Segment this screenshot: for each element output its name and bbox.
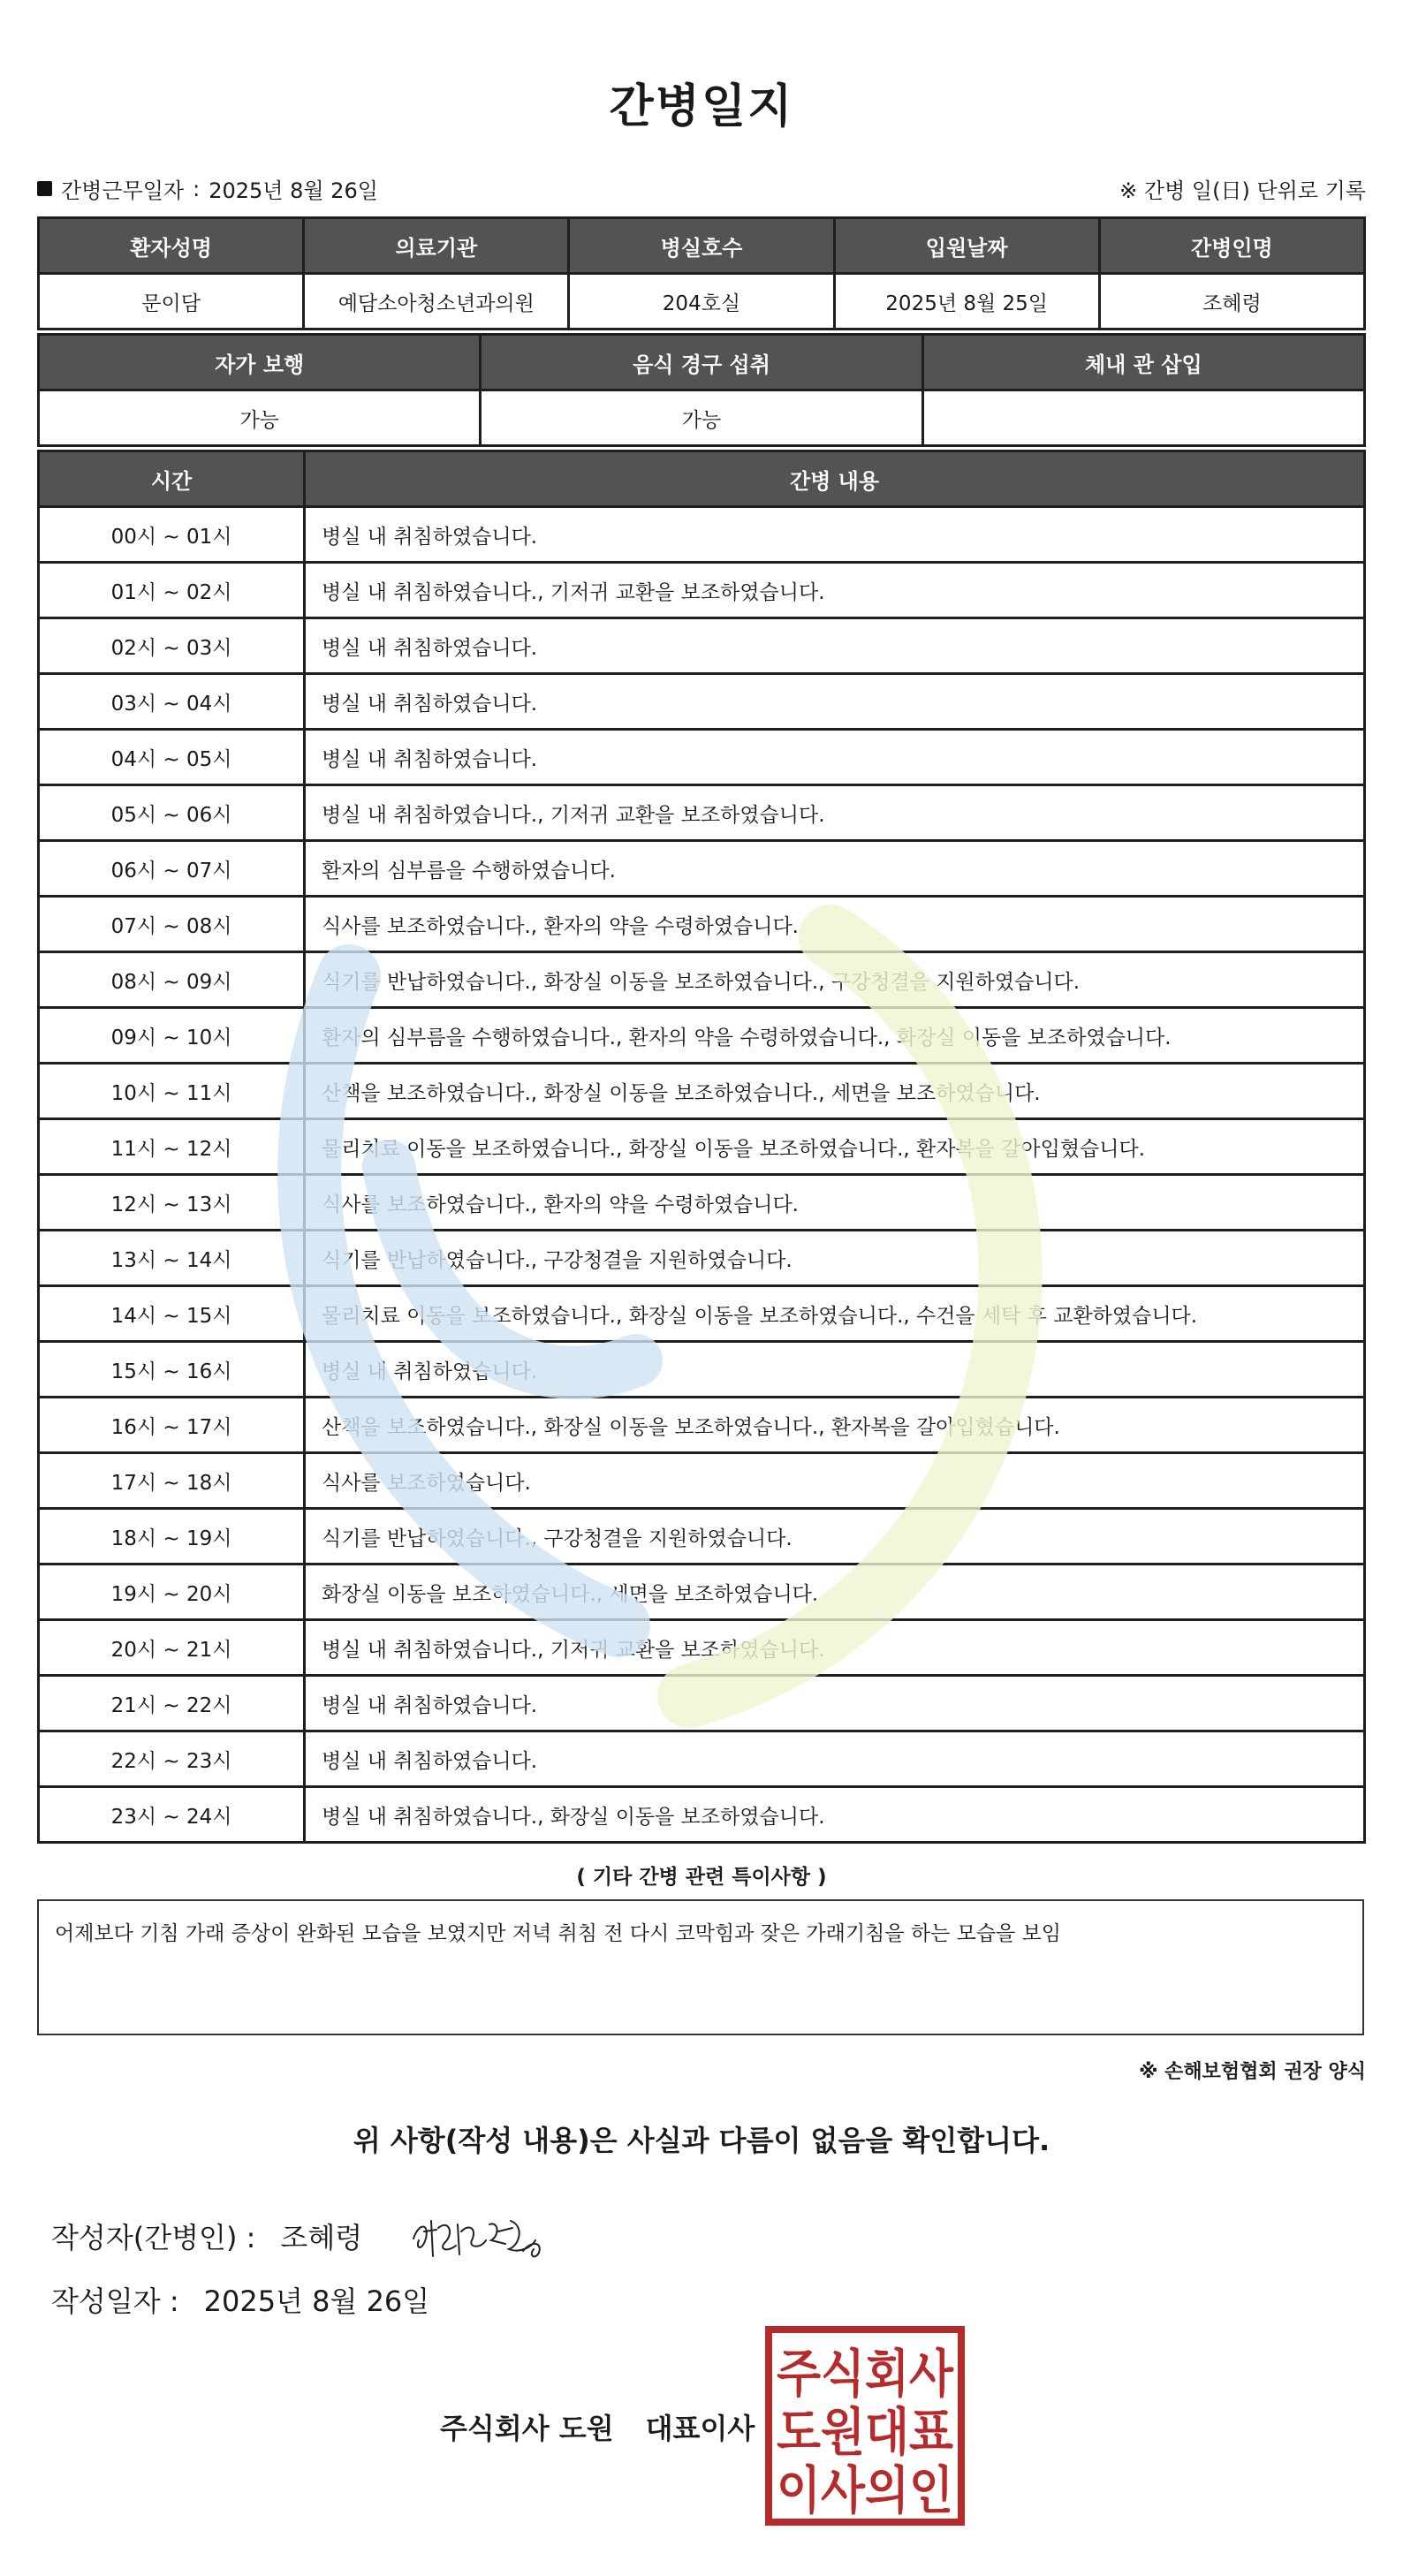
care-log-content: 병실 내 취침하였습니다.	[305, 1676, 1365, 1731]
care-log-time: 12시 ~ 13시	[39, 1175, 305, 1231]
care-log-content: 물리치료 이동을 보조하였습니다., 화장실 이동을 보조하였습니다., 환자복을 갈아입혔습니다.	[305, 1119, 1365, 1175]
svg-text:이사의인: 이사의인	[777, 2460, 953, 2520]
work-date-value: 2025년 8월 26일	[209, 178, 378, 203]
written-date-row	[51, 2279, 429, 2320]
care-log-content: 식사를 보조하였습니다., 환자의 약을 수령하였습니다.	[305, 1175, 1365, 1231]
page-title: 간병일지	[609, 80, 794, 133]
care-log-row	[39, 1008, 1365, 1064]
room-number-value: 204호실	[569, 274, 834, 330]
written-date-value: 2025년 8월 26일	[203, 2284, 430, 2318]
care-log-time: 01시 ~ 02시	[39, 563, 305, 618]
header-caregiver-name: 간병인명	[1099, 218, 1364, 274]
tube-insertion-value	[922, 390, 1364, 446]
care-log-content: 산책을 보조하였습니다., 화장실 이동을 보조하였습니다., 세면을 보조하였습니다.	[305, 1064, 1365, 1119]
header-self-walking: 자가 보행	[39, 335, 481, 390]
square-bullet-icon	[37, 181, 52, 196]
care-log-row	[39, 897, 1365, 952]
header-hospital: 의료기관	[304, 218, 569, 274]
care-log-row	[39, 1231, 1365, 1286]
care-log-row	[39, 1286, 1365, 1342]
care-log-row	[39, 1509, 1365, 1565]
care-log-row	[39, 1565, 1365, 1620]
writer-name: 조혜령	[280, 2221, 363, 2254]
care-log-content: 병실 내 취침하였습니다., 기저귀 교환을 보조하였습니다.	[305, 1620, 1365, 1676]
care-log-time: 21시 ~ 22시	[39, 1676, 305, 1731]
care-log-content: 물리치료 이동을 보조하였습니다., 화장실 이동을 보조하였습니다., 수건을 세탁 후 교환하였습니다.	[305, 1286, 1365, 1342]
self-walking-value: 가능	[39, 390, 481, 446]
ability-value-row	[39, 390, 1365, 446]
care-log-time: 13시 ~ 14시	[39, 1231, 305, 1286]
care-log-time: 19시 ~ 20시	[39, 1565, 305, 1620]
care-log-time: 15시 ~ 16시	[39, 1342, 305, 1398]
care-log-content: 병실 내 취침하였습니다., 화장실 이동을 보조하였습니다.	[305, 1787, 1365, 1843]
care-log-time: 22시 ~ 23시	[39, 1731, 305, 1787]
care-log-time: 14시 ~ 15시	[39, 1286, 305, 1342]
care-log-content: 식사를 보조하였습니다.	[305, 1453, 1365, 1509]
care-log-row	[39, 730, 1365, 785]
care-log-content: 병실 내 취침하였습니다.	[305, 730, 1365, 785]
care-log-content: 환자의 심부름을 수행하였습니다.	[305, 841, 1365, 897]
unit-note: ※ 간병 일(日) 단위로 기록	[1119, 178, 1366, 203]
care-log-content: 식기를 반납하였습니다., 구강청결을 지원하였습니다.	[305, 1231, 1365, 1286]
care-log-content: 식기를 반납하였습니다., 화장실 이동을 보조하였습니다., 구강청결을 지원하였습니다.	[305, 952, 1365, 1008]
care-log-content: 병실 내 취침하였습니다.	[305, 1342, 1365, 1398]
patient-name-value: 문이담	[39, 274, 304, 330]
patient-info-header-row	[39, 218, 1365, 274]
care-log-row	[39, 1342, 1365, 1398]
care-log-row	[39, 841, 1365, 897]
care-log-content: 환자의 심부름을 수행하였습니다., 환자의 약을 수령하였습니다., 화장실 이동을 보조하였습니다.	[305, 1008, 1365, 1064]
company-role: 대표이사	[645, 2412, 755, 2445]
care-log-time: 23시 ~ 24시	[39, 1787, 305, 1843]
admission-date-value: 2025년 8월 25일	[834, 274, 1099, 330]
care-log-time: 05시 ~ 06시	[39, 785, 305, 841]
care-log-content: 병실 내 취침하였습니다.	[305, 618, 1365, 674]
work-date-separator: :	[193, 176, 201, 201]
patient-info-table	[37, 216, 1366, 330]
care-log-content: 병실 내 취침하였습니다.	[305, 1731, 1365, 1787]
company-seal-stamp	[765, 2326, 965, 2526]
care-log-time: 00시 ~ 01시	[39, 507, 305, 563]
svg-text:도원대표: 도원대표	[777, 2402, 953, 2462]
company-name: 주식회사 도원	[440, 2412, 614, 2445]
header-care-content: 간병 내용	[305, 451, 1365, 507]
work-date	[37, 173, 378, 204]
care-log-row	[39, 1453, 1365, 1509]
header-patient-name: 환자성명	[39, 218, 304, 274]
header-time: 시간	[39, 451, 305, 507]
care-log-header-row	[39, 451, 1365, 507]
header-tube-insertion: 체내 관 삽입	[922, 335, 1364, 390]
care-log-row	[39, 1175, 1365, 1231]
signature-image	[406, 2205, 561, 2267]
care-log-time: 02시 ~ 03시	[39, 618, 305, 674]
header-oral-intake: 음식 경구 섭취	[481, 335, 922, 390]
care-log-time: 11시 ~ 12시	[39, 1119, 305, 1175]
ability-header-row	[39, 335, 1365, 390]
notes-text: 어제보다 기침 가래 증상이 완화된 모습을 보였지만 저녁 취침 전 다시 코막힘과 잦은 가래기침을 하는 모습을 보임	[55, 1922, 1062, 1945]
care-log-content: 병실 내 취침하였습니다.	[305, 674, 1365, 730]
writer-label: 작성자(간병인) :	[51, 2221, 256, 2254]
care-log-body	[39, 507, 1365, 1843]
care-log-row	[39, 674, 1365, 730]
care-log-time: 16시 ~ 17시	[39, 1398, 305, 1453]
care-log-content: 병실 내 취침하였습니다.	[305, 507, 1365, 563]
caregiver-name-value: 조혜령	[1099, 274, 1364, 330]
care-log-row	[39, 1119, 1365, 1175]
care-log-time: 09시 ~ 10시	[39, 1008, 305, 1064]
header-admission-date: 입원날짜	[834, 218, 1099, 274]
care-log-row	[39, 1787, 1365, 1843]
care-log-content: 병실 내 취침하였습니다., 기저귀 교환을 보조하였습니다.	[305, 563, 1365, 618]
company-signoff	[440, 2406, 755, 2447]
care-log-content: 식기를 반납하였습니다., 구강청결을 지원하였습니다.	[305, 1509, 1365, 1565]
care-log-row	[39, 1620, 1365, 1676]
svg-text:주식회사: 주식회사	[777, 2344, 954, 2404]
care-log-row	[39, 1398, 1365, 1453]
written-date-label: 작성일자 :	[51, 2284, 179, 2318]
care-log-time: 20시 ~ 21시	[39, 1620, 305, 1676]
header-room-number: 병실호수	[569, 218, 834, 274]
care-log-time: 17시 ~ 18시	[39, 1453, 305, 1509]
writer-row	[51, 2216, 362, 2256]
patient-ability-table	[37, 333, 1366, 447]
care-log-table	[37, 450, 1366, 1844]
care-log-content: 병실 내 취침하였습니다., 기저귀 교환을 보조하였습니다.	[305, 785, 1365, 841]
work-date-label: 간병근무일자	[61, 178, 185, 203]
care-log-time: 18시 ~ 19시	[39, 1509, 305, 1565]
care-log-time: 10시 ~ 11시	[39, 1064, 305, 1119]
care-log-time: 04시 ~ 05시	[39, 730, 305, 785]
care-log-row	[39, 785, 1365, 841]
care-log-row	[39, 1731, 1365, 1787]
care-log-time: 06시 ~ 07시	[39, 841, 305, 897]
care-log-row	[39, 618, 1365, 674]
oral-intake-value: 가능	[481, 390, 922, 446]
notes-box	[37, 1899, 1364, 2035]
care-log-row	[39, 507, 1365, 563]
care-log-row	[39, 563, 1365, 618]
care-log-content: 화장실 이동을 보조하였습니다., 세면을 보조하였습니다.	[305, 1565, 1365, 1620]
care-log-row	[39, 952, 1365, 1008]
care-log-time: 07시 ~ 08시	[39, 897, 305, 952]
confirmation-statement: 위 사항(작성 내용)은 사실과 다름이 없음을 확인합니다.	[353, 2124, 1050, 2157]
care-log-content: 식사를 보조하였습니다., 환자의 약을 수령하였습니다.	[305, 897, 1365, 952]
notes-title: ( 기타 간병 관련 특이사항 )	[576, 1866, 827, 1889]
care-log-time: 08시 ~ 09시	[39, 952, 305, 1008]
patient-info-value-row	[39, 274, 1365, 330]
care-log-row	[39, 1064, 1365, 1119]
care-log-row	[39, 1676, 1365, 1731]
care-log-time: 03시 ~ 04시	[39, 674, 305, 730]
hospital-value: 예담소아청소년과의원	[304, 274, 569, 330]
care-log-content: 산책을 보조하였습니다., 화장실 이동을 보조하였습니다., 환자복을 갈아입혔습니다.	[305, 1398, 1365, 1453]
source-note: ※ 손해보험협회 권장 양식	[1139, 2061, 1366, 2083]
